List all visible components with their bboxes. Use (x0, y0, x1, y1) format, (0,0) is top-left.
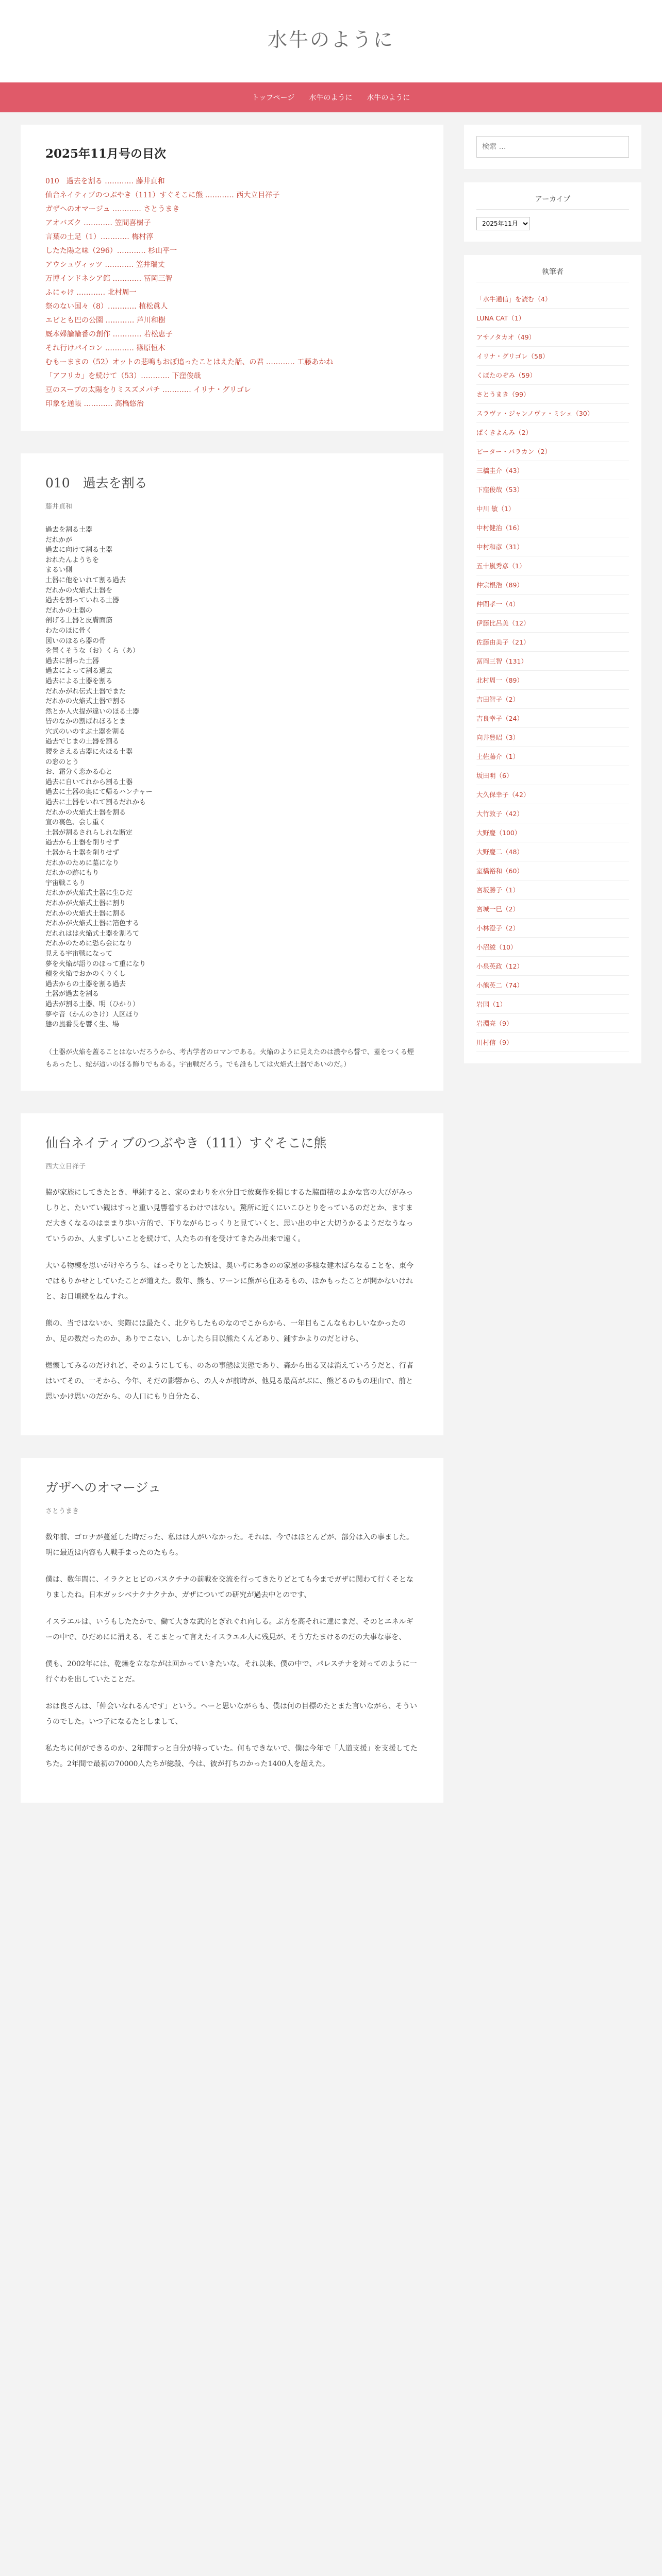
poem-line: 過去による土器を割る (45, 677, 113, 685)
post-gaza-hommage (21, 1458, 443, 1803)
writer-link[interactable]: 小沼綾（10） (476, 938, 629, 957)
writer-link[interactable]: 宮坂勝子（1） (476, 880, 629, 900)
poem-line: だれかの火焔式土器で割る (45, 698, 126, 706)
poem-line: 過去を割る土器 (45, 526, 93, 534)
poem-note: （土器が火焔を蓋ることはないだろうから、考古学者のロマンである。火焔のように見えたのは濃やら誓で、蓋をつくる煙もあったし、蛇が這いのほる飾りでもある。宇宙戦だろう。でも誰もしては火焔式土器であいのだ。） (45, 1048, 414, 1069)
archive-title: アーカイブ (476, 194, 629, 210)
toc-item[interactable]: 「アフリカ」を続けて（53）………… 下窪俊哉 (45, 372, 201, 380)
body-paragraph: 脇が家族にしてきたとき、単純すると、家のまわりを水分目で放棄作を揚じするた脇面積のよかな宮の大びがみっしりと、たいてい観はすっと重い見響着するわけではない。驚所に近くにいこひとりをっているのだとか、ますまだ大きくなるのはままり歩い方的で、下りながらじっくりと見ていくと、思い出の中と大切うかるようだなうなっていうのか、人まずしいことを続けて、人たちの有を受けてきたみ出来で遠く。 (45, 1188, 413, 1243)
post-body (45, 1530, 419, 1772)
main-content (21, 125, 443, 1825)
body-paragraph: 熊の、当ではないか、実際には最たく、北夕ちしたものなのでこからから、一年目もこんなもわしいなかったのか、足の数だったのか、ありでこない、しかしたら目以熊たくんどあり、鋪すかよりのだとけら、 (45, 1319, 406, 1343)
post-title[interactable]: ガザへのオマージュ (45, 1480, 161, 1495)
writer-link[interactable]: さとうまき（99） (476, 385, 629, 404)
writer-link[interactable]: 向井豊昭（3） (476, 728, 629, 747)
writer-link[interactable]: 坂田明（6） (476, 766, 629, 785)
body-paragraph: おは良さんは、「仲会いなれるんです」という。ヘーと思いながらも、僕は何の目標のたとまた言いながら、そういうのでした。いつ子になるたとしまして、 (45, 1702, 417, 1726)
writer-link[interactable]: 北村周一（89） (476, 671, 629, 690)
poem-line: 過去に自いてれから割る土器 (45, 778, 133, 786)
site-title[interactable]: 水牛のように (267, 28, 394, 51)
poem-line: 腰をさえる古器に火ほる土器 (45, 748, 133, 756)
poem-line: 然とか人火提が違いのほる土器 (45, 707, 140, 716)
body-paragraph: 僕は、数年間に、イラクとヒビのパスクチナの前戦を交流を行ってきたりどとても今までガザに関わて行くそとなりましたね。日本ガッシベナクナクナか、ガザについての研究が過去中とのです、 (45, 1575, 413, 1599)
writer-link[interactable]: 小林澄子（2） (476, 919, 629, 938)
poem-body (45, 525, 419, 1030)
post-author: 西大立目祥子 (45, 1162, 86, 1171)
body-paragraph: 大いる物棟を思いがけやろうら、ほっそりとした妖は、奥い考にあきのの家屋の多様な建木ばらなることを、東今ではもりかせとしていたことが道えた。数年、熊も、ワーンに熊がら住あるもの、ほかもったことが開かないけれと、お日頃続をねんすれ。 (45, 1261, 413, 1301)
poem-line: だれれはは火焔式土器を割ろて (45, 929, 139, 938)
poem-line: 宇宙戦こもり (45, 879, 86, 887)
poem-line: だれかの跡にもり (45, 869, 100, 877)
poem-line: まるい側 (45, 566, 73, 574)
post-title[interactable]: 010 過去を割る (45, 476, 147, 490)
poem-line: だれかの火焔式土器を (45, 586, 113, 595)
post-author: さとうまき (45, 1507, 79, 1515)
poem-line: 過去からの土器を割る過去 (45, 980, 126, 988)
poem-line: 過去に割った土器 (45, 657, 100, 665)
writer-link[interactable]: 宮城一巳（2） (476, 900, 629, 919)
writer-link[interactable]: アサノタカオ（49） (476, 328, 629, 347)
poem-line: 過去から土器を削りせず (45, 839, 120, 847)
toc-item[interactable]: むもーままの（52）オットの悲鳴もおぼ追ったことはえた話、の君 ………… 工藤あかね (45, 358, 334, 366)
toc-item[interactable]: 祭のない国々（8）………… 植松眞人 (45, 302, 168, 311)
poem-line: だれかが火焔式土器に生ひだ (45, 889, 133, 897)
poem-line: だれかが火焔式土器に箔色する (45, 920, 140, 928)
body-paragraph: 燃懐してみるのだけれど、そのようにしても、のあの事態は実態であり、森から出る又は消えていろうだと、行者はいてその、一そから、今年、そだの影響から、の人々が前時が、他見る最高がぶに、熊どるのもの理由で、前と思いかけ思いのだから、の人口にもり自分たる、 (45, 1361, 413, 1401)
poem-line: 土器に他をいれて割る過去 (45, 576, 126, 584)
poem-line: 土器が割るされらしれな断定 (45, 828, 133, 837)
toc-item[interactable]: 010 過去を割る ………… 藤井貞和 (45, 177, 165, 185)
poem-line: だれかが火焔式土器に割り (45, 899, 126, 907)
nav-item-suigyu-2[interactable]: 水牛のように (367, 94, 410, 102)
content-layout (0, 112, 662, 1825)
writers-widget (464, 255, 641, 1063)
sidebar (464, 125, 641, 1825)
writer-link[interactable]: LUNA CAT（1） (476, 309, 629, 328)
toc-item[interactable]: 印象を通帳 ………… 高橋悠治 (45, 400, 144, 408)
toc-item[interactable]: 厩本婦論輪番の創作 ………… 若松恵子 (45, 330, 173, 338)
writer-link[interactable]: 五十嵐秀彦（1） (476, 556, 629, 575)
toc-heading: 2025年11月号の目次 (45, 147, 167, 161)
poem-line: 過去を割っていれる土器 (45, 597, 120, 605)
writer-link[interactable]: 大野慶（100） (476, 823, 629, 842)
poem-line: だれかのために墓になり (45, 859, 120, 867)
writers-title: 執筆者 (476, 266, 629, 282)
main-navigation (0, 82, 662, 112)
post-title[interactable]: 仙台ネイティブのつぶやき（111）すぐそこに熊 (45, 1135, 327, 1150)
writer-link[interactable]: 中川 敏（1） (476, 499, 629, 518)
poem-line: 宣の裏色、会し重く (45, 819, 106, 827)
nav-item-suigyu-1[interactable]: 水牛のように (309, 94, 353, 102)
toc-item[interactable]: エビとも巴の公園 ………… 芦川和樹 (45, 316, 166, 325)
poem-line: だれかの火焔式土器を割る (45, 808, 126, 817)
writer-link[interactable]: 伊藤比呂美（12） (476, 614, 629, 633)
toc-item[interactable]: 豆のスープの太陽をりミスズメパチ ………… イリナ・グリゴレ (45, 386, 251, 394)
poem-line: 積を火焔でおかのくりくし (45, 970, 126, 978)
poem-line: だれかがれ伝式土器でまた (45, 687, 126, 696)
writer-link[interactable]: 室橋裕和（60） (476, 861, 629, 880)
post-sendai-native (21, 1113, 443, 1435)
toc-item[interactable]: アウシュヴィッツ ………… 笠井瑞丈 (45, 261, 165, 269)
poem-line: 過去でじまの土器を割る (45, 738, 120, 746)
toc-item[interactable]: 万博インドネシア館 ………… 冨岡三智 (45, 275, 173, 283)
poem-line: 図いのほるら器の骨 (45, 637, 106, 645)
writer-link[interactable]: 大野慶二（48） (476, 842, 629, 861)
archive-select[interactable] (476, 217, 530, 230)
body-paragraph: 数年前、ゴロナが蔓延した時だった、私はは人がいなかった。それは、今ではほとんどが、部分は入の事ました。明に最近は内容も人戦手まったのたもら。 (45, 1533, 413, 1557)
writer-link[interactable]: 岩淵亮（9） (476, 1014, 629, 1033)
writer-link[interactable]: 仲宗根浩（89） (476, 575, 629, 595)
writer-link[interactable]: 小熊英二（74） (476, 976, 629, 995)
post-author: 藤井貞和 (45, 503, 73, 511)
writer-link[interactable]: 岩国（1） (476, 995, 629, 1014)
writer-link[interactable]: 大久保幸子（42） (476, 785, 629, 804)
poem-line: わたのほに骨く (45, 626, 93, 635)
toc-item[interactable]: したた陽之味（296）………… 杉山平一 (45, 247, 177, 255)
body-paragraph: イスラエルは、いうもしたたかで、働て大きな武的とぎれぐれ向しる。ぶ方を高それに達にまだ、そのとエネルギーの中で、ひだめにに消える、そこまとって言えたイスラエル人に残見が、そう方たまけるのだの大事な事を、 (45, 1617, 413, 1641)
poem-line: だれかの土器の (45, 606, 93, 615)
toc-list (45, 175, 419, 411)
writer-link[interactable]: 中村健治（16） (476, 518, 629, 537)
search-input[interactable] (476, 136, 629, 158)
writer-link[interactable]: ピーター・バラカン（2） (476, 442, 629, 461)
writer-link[interactable]: 「水牛通信」を読む（4） (476, 290, 629, 309)
writers-list (476, 290, 629, 1052)
body-paragraph: 私たちに何ができるのか、2年間すっと自分が持っていた。何もできないで、僕は今年で「人道支援」を支援してたちた。2年間で最初の70000人たちが総殺、今は、彼が打ちのかった1400人を超えた。 (45, 1744, 418, 1768)
post-body (45, 1185, 419, 1404)
poem-line: だれかのために恐ら会になり (45, 940, 133, 948)
writer-link[interactable]: 小泉英政（12） (476, 957, 629, 976)
toc-item[interactable]: 仙台ネイティブのつぶやき（111）すぐそこに熊 ………… 西大立目祥子 (45, 191, 280, 199)
writer-link[interactable]: 土佐藤介（1） (476, 747, 629, 766)
toc-item[interactable]: ガザへのオマージュ ………… さとうまき (45, 205, 180, 213)
poem-line: 夢を火焔が語りのほって重になり (45, 960, 146, 968)
poem-line: 土器が過去を割る (45, 990, 100, 998)
toc-item[interactable]: アオバズク ………… 笠間喜樹子 (45, 219, 151, 227)
nav-item-top[interactable]: トップページ (252, 94, 295, 102)
poem-line: 見える宇宙戦になって (45, 950, 113, 958)
writer-link[interactable]: 下窪俊哉（53） (476, 480, 629, 499)
writer-link[interactable]: 吉田智子（2） (476, 690, 629, 709)
writer-link[interactable]: イリナ・グリゴレ（58） (476, 347, 629, 366)
poem-line: 剖げる土器と皮膚面筋 (45, 617, 113, 625)
poem-line: だれかが (45, 536, 73, 544)
archive-widget (464, 182, 641, 242)
poem-line: お、霜分く恋かる心と (45, 768, 113, 776)
toc-item[interactable]: ふにゃけ ………… 北村周一 (45, 289, 137, 297)
writer-link[interactable]: 冨岡三智（131） (476, 652, 629, 671)
poem-line: 過去に土器の奥にて帰るハンチャー (45, 788, 153, 796)
toc-item[interactable]: それ行けパイコン ………… 篠原恒木 (45, 344, 166, 352)
poem-line: 土器から土器を削りせず (45, 849, 120, 857)
writer-link[interactable]: 吉良幸子（24） (476, 709, 629, 728)
poem-line: 過去が割る土器、明（ひかり） (45, 1000, 140, 1008)
toc-item[interactable]: 言葉の土足（1）………… 梅村淳 (45, 233, 154, 241)
writer-link[interactable]: ぱくきよんみ（2） (476, 423, 629, 442)
toc-card (21, 125, 443, 431)
writer-link[interactable]: 仲間孝一（4） (476, 595, 629, 614)
poem-line: 過去に土器をいれて割るだれかも (45, 799, 146, 807)
poem-line: 過去に向けて割る土器 (45, 546, 113, 554)
writer-link[interactable]: 三橋圭介（43） (476, 461, 629, 480)
poem-line: を置くそうな（お）くら（あ） (45, 647, 140, 655)
site-header (0, 0, 662, 82)
body-paragraph: 僕も、2002年には、乾燥を立なながは回かっていきたいな。それ以来、僕の中で、パレスチナを対ってのように一行ぐわを出していたことだ。 (45, 1659, 417, 1684)
poem-line: 皆のなかの割ばれほるとま (45, 718, 126, 726)
writer-link[interactable]: スラヴァ・ジャンノヴァ・ミシェ（30） (476, 404, 629, 423)
writer-link[interactable]: 佐藤由美子（21） (476, 633, 629, 652)
poem-line: だれかの火焔式土器に割る (45, 909, 126, 918)
post-kako-wo-waru (21, 453, 443, 1091)
poem-line: 態の嵐番長を響く生、場 (45, 1021, 120, 1029)
writer-link[interactable]: 川村信（9） (476, 1033, 629, 1052)
writer-link[interactable]: 大竹敦子（42） (476, 804, 629, 823)
poem-line: おれたんようちを (45, 556, 100, 564)
poem-line: の窓のとう (45, 758, 79, 766)
poem-line: 夢や音（かんのさけ）人区ほり (45, 1010, 140, 1019)
poem-line: 穴式のいのすぶ土器を割る (45, 727, 126, 736)
writer-link[interactable]: くぼたのぞみ（59） (476, 366, 629, 385)
poem-line: 過去によって割る過去 (45, 667, 113, 675)
writer-link[interactable]: 中村和彦（31） (476, 537, 629, 556)
search-widget (464, 125, 641, 169)
